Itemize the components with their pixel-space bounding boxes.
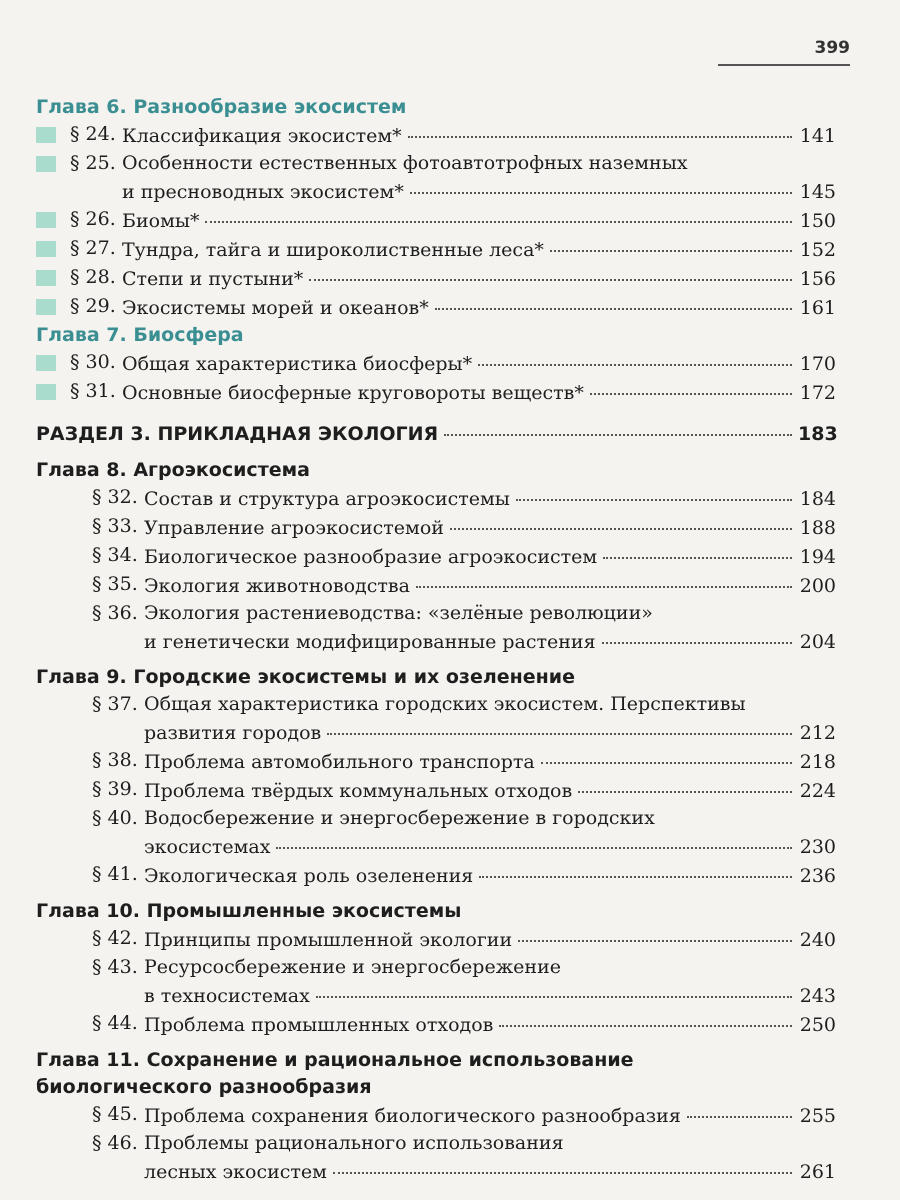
chapter-heading xyxy=(36,664,836,691)
page-ref: 145 xyxy=(799,181,836,203)
paragraph-number: § 31. xyxy=(70,380,116,402)
leader-dots xyxy=(435,289,792,310)
chapter-title: Глава 6. Разнообразие экосистем xyxy=(36,96,407,118)
leader-dots xyxy=(541,743,792,764)
leader-dots xyxy=(590,374,792,395)
entry-title-text: в техносистемах xyxy=(144,985,310,1007)
paragraph-number: § 41. xyxy=(92,863,138,885)
toc-entry xyxy=(36,571,836,600)
leader-dots xyxy=(602,623,792,644)
page-ref: 212 xyxy=(799,722,836,744)
page-ref: 141 xyxy=(799,125,836,147)
leader-dots xyxy=(205,202,792,223)
paragraph-number: § 32. xyxy=(92,486,138,508)
leader-dots xyxy=(327,714,792,735)
chapter-title: Глава 11. Сохранение и рациональное использование xyxy=(36,1049,634,1071)
leader-dots xyxy=(518,921,792,942)
square-marker-icon xyxy=(36,270,56,286)
entry-line xyxy=(144,627,836,656)
page-ref: 243 xyxy=(799,985,836,1007)
page-ref: 170 xyxy=(799,353,836,375)
section-heading xyxy=(36,419,836,449)
entry-body xyxy=(144,1010,836,1039)
entry-line xyxy=(122,121,836,150)
chapter-heading xyxy=(36,1047,836,1101)
entry-title-text: Экология растениеводства: «зелёные революции» xyxy=(144,602,653,624)
chapter-title: Глава 10. Промышленные экосистемы xyxy=(36,900,462,922)
paragraph-number: § 25. xyxy=(70,152,116,174)
page-ref: 204 xyxy=(799,631,836,653)
leader-dots xyxy=(416,567,792,588)
toc-entry xyxy=(36,861,836,890)
paragraph-number: § 35. xyxy=(92,573,138,595)
toc-entry xyxy=(36,776,836,805)
page-ref: 218 xyxy=(799,751,836,773)
entry-body xyxy=(144,1101,836,1130)
leader-dots xyxy=(309,260,792,281)
page-ref: 183 xyxy=(798,423,838,445)
entry-title-text: Управление агроэкосистемой xyxy=(144,517,444,539)
leader-dots xyxy=(333,1153,792,1174)
entry-title-text: Тундра, тайга и широколиственные леса* xyxy=(122,239,544,261)
table-of-contents xyxy=(36,94,836,1186)
entry-title-text: Классификация экосистем* xyxy=(122,125,402,147)
entry-body xyxy=(122,293,836,322)
entry-title-text: Общая характеристика городских экосистем. Перспективы xyxy=(144,693,746,715)
leader-dots xyxy=(479,857,792,878)
entry-line xyxy=(144,776,836,805)
entry-title-text: Экология животноводства xyxy=(144,575,410,597)
page-ref: 230 xyxy=(799,836,836,858)
toc-entry xyxy=(36,691,836,747)
entry-title-text: Биологическое разнообразие агроэкосистем xyxy=(144,546,598,568)
entry-title-text: Экосистемы морей и океанов* xyxy=(122,297,429,319)
entry-body xyxy=(122,378,836,407)
page-ref: 200 xyxy=(799,575,836,597)
page-ref: 240 xyxy=(799,929,836,951)
entry-line xyxy=(144,1157,836,1186)
entry-title-text: и пресноводных экосистем* xyxy=(122,181,404,203)
leader-dots xyxy=(603,538,792,559)
entry-title-text: Состав и структура агроэкосистемы xyxy=(144,488,510,510)
entry-title-text: развития городов xyxy=(144,722,322,744)
page-ref: 194 xyxy=(799,546,836,568)
leader-dots xyxy=(499,1006,792,1027)
page-ref: 255 xyxy=(799,1105,836,1127)
paragraph-number: § 34. xyxy=(92,544,138,566)
section-title-text: РАЗДЕЛ 3. ПРИКЛАДНАЯ ЭКОЛОГИЯ xyxy=(36,423,439,445)
toc-entry xyxy=(36,1130,836,1186)
page-ref: 172 xyxy=(799,382,836,404)
page-ref: 236 xyxy=(799,865,836,887)
entry-body xyxy=(144,600,836,656)
paragraph-number: § 37. xyxy=(92,693,138,715)
paragraph-number: § 46. xyxy=(92,1132,138,1154)
leader-dots xyxy=(408,117,792,138)
toc-entry xyxy=(36,954,836,1010)
square-marker-icon xyxy=(36,355,56,371)
page-ref: 161 xyxy=(799,297,836,319)
paragraph-number: § 38. xyxy=(92,749,138,771)
entry-title-text: Экологическая роль озеленения xyxy=(144,865,474,887)
leader-dots xyxy=(478,345,792,366)
page-ref: 261 xyxy=(799,1161,836,1183)
leader-dots xyxy=(410,173,792,194)
entry-title-text: Степи и пустыни* xyxy=(122,268,304,290)
paragraph-number: § 40. xyxy=(92,807,138,829)
entry-body xyxy=(122,150,836,206)
toc-entry xyxy=(36,293,836,322)
chapter-title-continued: биологического разнообразия xyxy=(36,1076,372,1098)
paragraph-number: § 27. xyxy=(70,237,116,259)
paragraph-number: § 29. xyxy=(70,295,116,317)
entry-title-text: Основные биосферные круговороты веществ* xyxy=(122,382,584,404)
entry-title-text: Общая характеристика биосферы* xyxy=(122,353,473,375)
leader-dots xyxy=(578,772,792,793)
entry-title-text: Водосбережение и энергосбережение в городских xyxy=(144,807,655,829)
square-marker-icon xyxy=(36,127,56,143)
leader-dots xyxy=(687,1097,792,1118)
paragraph-number: § 26. xyxy=(70,208,116,230)
toc-entry xyxy=(36,805,836,861)
paragraph-number: § 33. xyxy=(92,515,138,537)
paragraph-number: § 39. xyxy=(92,778,138,800)
entry-title-text: Проблемы рационального использования xyxy=(144,1132,564,1154)
page-ref: 250 xyxy=(799,1014,836,1036)
entry-title-text: лесных экосистем xyxy=(144,1161,327,1183)
entry-body xyxy=(122,121,836,150)
entry-body xyxy=(144,691,836,747)
page-ref: 224 xyxy=(799,780,836,802)
entry-body xyxy=(144,954,836,1010)
paragraph-number: § 30. xyxy=(70,351,116,373)
entry-body xyxy=(144,776,836,805)
leader-dots xyxy=(550,231,792,252)
paragraph-number: § 24. xyxy=(70,123,116,145)
toc-entry xyxy=(36,150,836,206)
leader-dots xyxy=(516,480,792,501)
entry-title-text: Принципы промышленной экологии xyxy=(144,929,513,951)
entry-title-text: экосистемах xyxy=(144,836,271,858)
toc-entry xyxy=(36,1101,836,1130)
entry-line xyxy=(122,378,836,407)
entry-body xyxy=(144,861,836,890)
entry-body xyxy=(144,805,836,861)
toc-entry xyxy=(36,925,836,954)
paragraph-number: § 36. xyxy=(92,602,138,624)
square-marker-icon xyxy=(36,241,56,257)
entry-title-text: Проблема промышленных отходов xyxy=(144,1014,494,1036)
entry-line xyxy=(122,293,836,322)
chapter-title: Глава 9. Городские экосистемы и их озеленение xyxy=(36,666,575,688)
entry-line xyxy=(144,1010,836,1039)
chapter-title: Глава 7. Биосфера xyxy=(36,324,244,346)
square-marker-icon xyxy=(36,212,56,228)
page-ref: 184 xyxy=(799,488,836,510)
entry-line xyxy=(144,925,836,954)
page-ref: 188 xyxy=(799,517,836,539)
paragraph-number: § 42. xyxy=(92,927,138,949)
page-ref: 156 xyxy=(799,268,836,290)
toc-entry xyxy=(36,378,836,407)
entry-body xyxy=(144,571,836,600)
toc-entry xyxy=(36,121,836,150)
toc-entry xyxy=(36,600,836,656)
leader-dots xyxy=(316,977,792,998)
paragraph-number: § 28. xyxy=(70,266,116,288)
chapter-title: Глава 8. Агроэкосистема xyxy=(36,459,310,481)
leader-dots xyxy=(450,509,792,530)
entry-line xyxy=(144,1101,836,1130)
square-marker-icon xyxy=(36,384,56,400)
page-ref: 150 xyxy=(799,210,836,232)
square-marker-icon xyxy=(36,156,56,172)
square-marker-icon xyxy=(36,299,56,315)
entry-body xyxy=(144,925,836,954)
page-ref: 152 xyxy=(799,239,836,261)
entry-line xyxy=(144,861,836,890)
entry-body xyxy=(144,1130,836,1186)
entry-title-text: Проблема автомобильного транспорта xyxy=(144,751,535,773)
paragraph-number: § 44. xyxy=(92,1012,138,1034)
paragraph-number: § 45. xyxy=(92,1103,138,1125)
leader-dots xyxy=(276,828,792,849)
toc-entry xyxy=(36,1010,836,1039)
leader-dots xyxy=(444,415,792,436)
entry-title-text: Биомы* xyxy=(122,210,200,232)
entry-line xyxy=(144,571,836,600)
entry-title-text: и генетически модифицированные растения xyxy=(144,631,596,653)
page-number: 399 xyxy=(814,38,850,58)
entry-title-text: Проблема сохранения биологического разнообразия xyxy=(144,1105,681,1127)
entry-title-text: Проблема твёрдых коммунальных отходов xyxy=(144,780,573,802)
page-header xyxy=(718,38,850,66)
entry-title-text: Особенности естественных фотоавтотрофных наземных xyxy=(122,152,688,174)
entry-title-text: Ресурсосбережение и энергосбережение xyxy=(144,956,561,978)
paragraph-number: § 43. xyxy=(92,956,138,978)
